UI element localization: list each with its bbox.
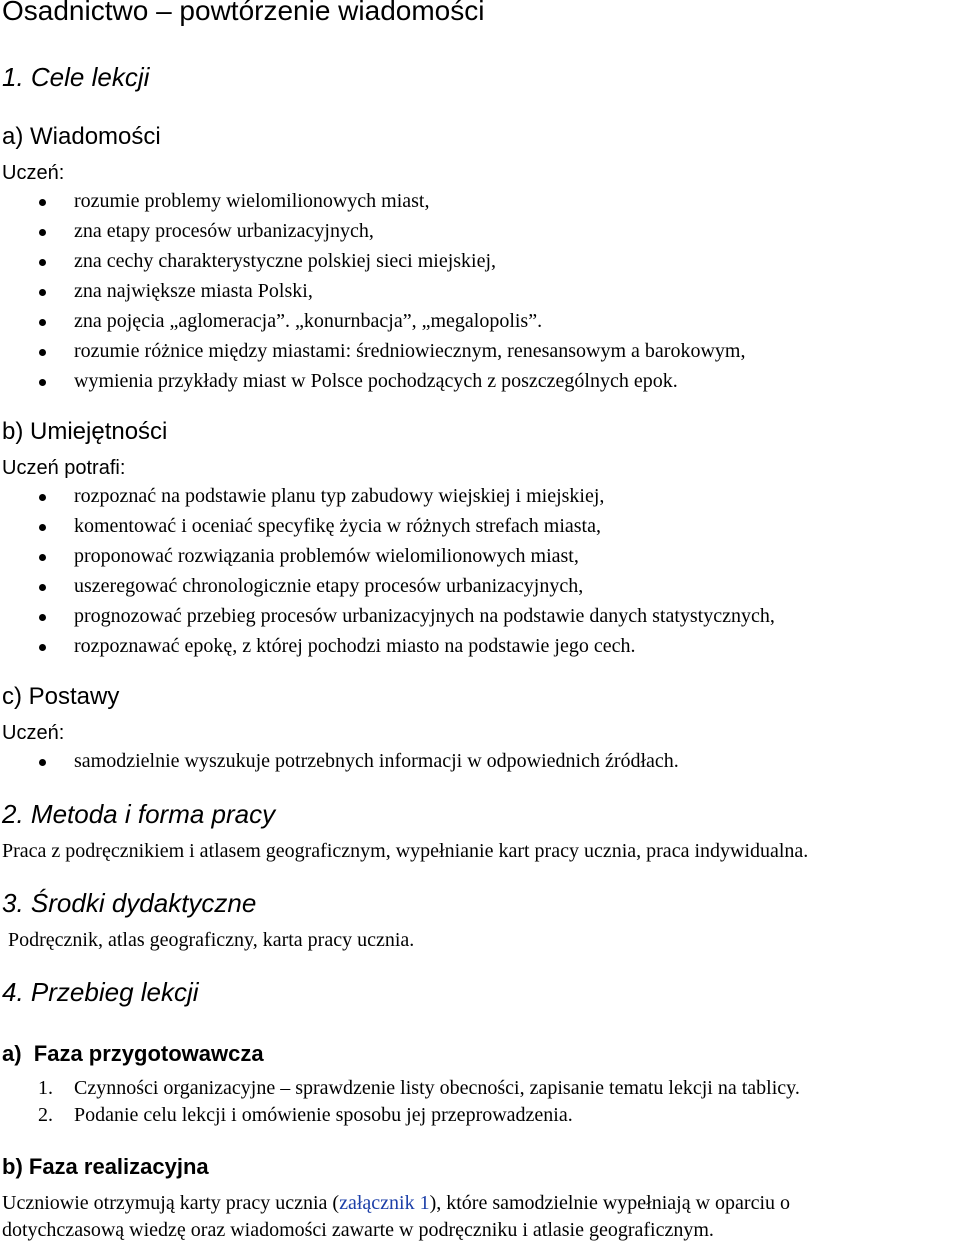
- section-1c-label: Uczeń:: [2, 722, 65, 744]
- section-2-heading: 2. Metoda i forma pracy: [2, 799, 276, 829]
- list-number: 1.: [38, 1077, 53, 1099]
- paragraph-text: Uczniowie otrzymują karty pracy ucznia (: [2, 1192, 340, 1214]
- bullet-icon: [39, 494, 46, 501]
- list-item: zna cechy charakterystyczne polskiej sieci miejskiej,: [74, 250, 497, 272]
- list-item: samodzielnie wyszukuje potrzebnych informacji w odpowiednich źródłach.: [74, 750, 679, 772]
- list-item: rozpoznawać epokę, z której pochodzi miasto na podstawie jego cech.: [74, 635, 636, 657]
- bullet-icon: [39, 379, 46, 386]
- bullet-icon: [39, 554, 46, 561]
- bullet-icon: [39, 759, 46, 766]
- list-item: Podanie celu lekcji i omówienie sposobu jej przeprowadzenia.: [74, 1104, 573, 1126]
- section-3-text: Podręcznik, atlas geograficzny, karta pracy ucznia.: [8, 929, 415, 951]
- bullet-icon: [39, 289, 46, 296]
- section-2-text: Praca z podręcznikiem i atlasem geograficznym, wypełnianie kart pracy ucznia, praca indywidualna.: [2, 840, 809, 862]
- list-item: Czynności organizacyjne – sprawdzenie listy obecności, zapisanie tematu lekcji na tablicy.: [74, 1077, 800, 1099]
- list-item: uszeregować chronologicznie etapy procesów urbanizacyjnych,: [74, 575, 584, 597]
- section-1c-heading: c) Postawy: [2, 683, 120, 710]
- section-1a-label: Uczeń:: [2, 162, 65, 184]
- list-item: prognozować przebieg procesów urbanizacyjnych na podstawie danych statystycznych,: [74, 605, 775, 627]
- section-4b-paragraph-line-1: [2, 1192, 790, 1215]
- bullet-icon: [39, 229, 46, 236]
- section-1b-heading: b) Umiejętności: [2, 418, 168, 445]
- bullet-icon: [39, 524, 46, 531]
- list-item: zna największe miasta Polski,: [74, 280, 313, 302]
- bullet-icon: [39, 349, 46, 356]
- list-item: rozumie problemy wielomilionowych miast,: [74, 190, 430, 212]
- bullet-icon: [39, 319, 46, 326]
- section-4b-heading: b) Faza realizacyjna: [2, 1154, 209, 1179]
- section-1-heading: 1. Cele lekcji: [2, 62, 150, 92]
- bullet-icon: [39, 644, 46, 651]
- bullet-icon: [39, 199, 46, 206]
- paragraph-text: ), które samodzielnie wypełniają w oparciu o: [429, 1192, 791, 1214]
- list-item: proponować rozwiązania problemów wielomilionowych miast,: [74, 545, 579, 567]
- section-1b-label: Uczeń potrafi:: [2, 457, 126, 479]
- list-item: wymienia przykłady miast w Polsce pochodzących z poszczególnych epok.: [74, 370, 678, 392]
- section-3-heading: 3. Środki dydaktyczne: [2, 888, 257, 918]
- list-item: zna pojęcia „aglomeracja”. „konurnbacja”, „megalopolis”.: [74, 310, 543, 332]
- attachment-link[interactable]: załącznik 1: [339, 1192, 430, 1214]
- section-4a-heading: a) Faza przygotowawcza: [2, 1041, 264, 1066]
- bullet-icon: [39, 584, 46, 591]
- list-item: rozumie różnice między miastami: średniowiecznym, renesansowym a barokowym,: [74, 340, 746, 362]
- section-4b-paragraph-line-2: dotychczasową wiedzę oraz wiadomości zawarte w podręczniku i atlasie geograficznym.: [2, 1219, 714, 1241]
- list-item: komentować i oceniać specyfikę życia w różnych strefach miasta,: [74, 515, 601, 537]
- section-4-heading: 4. Przebieg lekcji: [2, 977, 199, 1007]
- bullet-icon: [39, 259, 46, 266]
- list-item: zna etapy procesów urbanizacyjnych,: [74, 220, 374, 242]
- list-number: 2.: [38, 1104, 53, 1126]
- list-item: rozpoznać na podstawie planu typ zabudowy wiejskiej i miejskiej,: [74, 485, 605, 507]
- bullet-icon: [39, 614, 46, 621]
- section-1a-heading: a) Wiadomości: [2, 123, 161, 150]
- page-title: Osadnictwo – powtórzenie wiadomości: [2, 0, 485, 26]
